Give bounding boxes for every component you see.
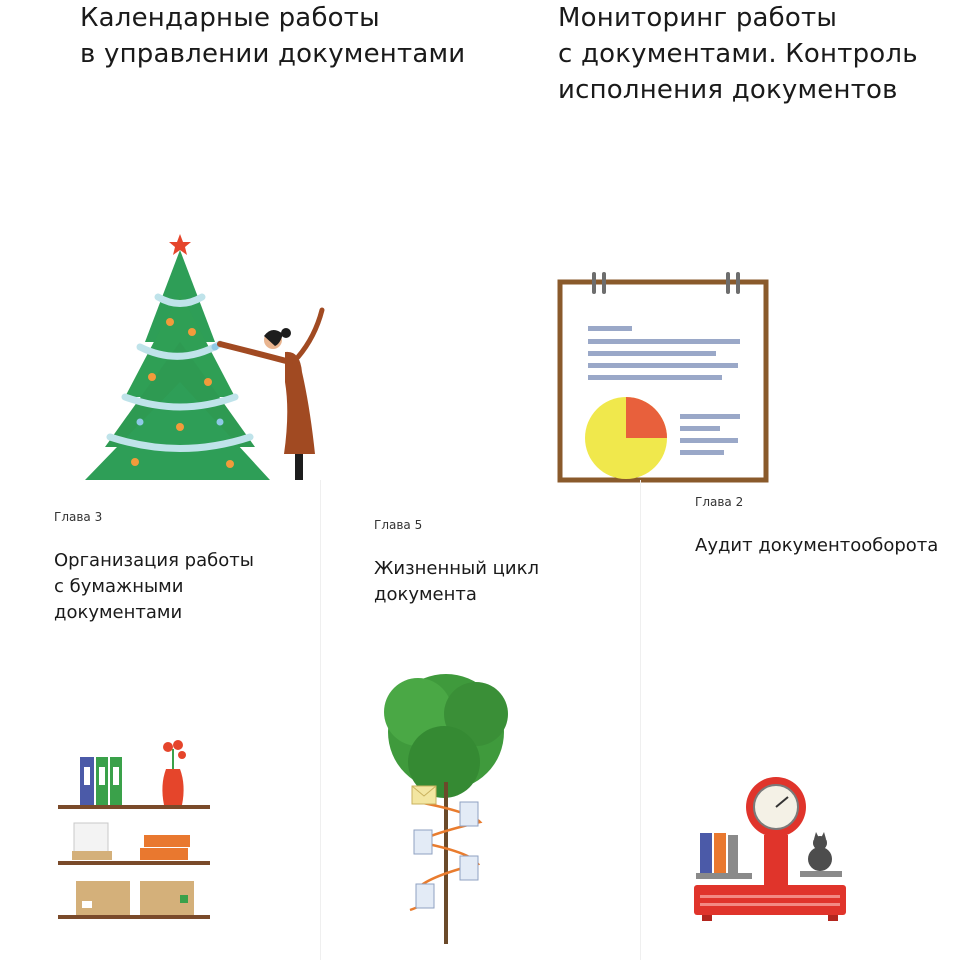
flower <box>163 742 173 752</box>
monitoring-board-illustration <box>556 272 776 482</box>
column-divider <box>640 480 641 960</box>
title-line: в управлении документами <box>80 39 466 69</box>
title-line: с документами. Контроль <box>558 39 918 69</box>
chapter-card-5[interactable] <box>374 518 539 608</box>
woman-leg <box>295 454 303 480</box>
document-icon <box>416 884 434 908</box>
text-line <box>588 351 716 356</box>
scale-platform <box>696 873 752 879</box>
box-label <box>82 901 92 908</box>
scale-platform <box>800 871 842 877</box>
scale-stripe <box>700 903 840 906</box>
text-line <box>680 450 724 455</box>
document-icon <box>460 856 478 880</box>
scale-base <box>694 885 846 915</box>
woman-hair-bun <box>281 328 291 338</box>
christmas-tree-illustration <box>80 232 340 482</box>
document-icon <box>414 830 432 854</box>
text-line <box>588 326 632 331</box>
title-line: исполнения документов <box>558 75 898 105</box>
chapter-card-2[interactable] <box>695 495 938 559</box>
text-line <box>680 438 738 443</box>
board-ring <box>726 272 730 294</box>
ornament <box>204 378 212 386</box>
tray <box>72 851 112 860</box>
scales-illustration <box>694 775 854 925</box>
ornament <box>137 419 144 426</box>
shelf <box>58 805 210 809</box>
binder <box>714 833 726 873</box>
chapter-label: Глава 3 <box>54 510 103 524</box>
binder-label <box>84 767 90 785</box>
file-box <box>140 848 188 860</box>
vase <box>162 769 183 805</box>
chapter-title <box>695 533 938 559</box>
woman-arm <box>220 344 290 362</box>
title-line: с бумажными <box>54 576 184 597</box>
section-title-monitoring <box>558 0 918 108</box>
text-line <box>588 363 738 368</box>
column-divider <box>320 480 321 960</box>
shelf <box>58 861 210 865</box>
ornament <box>226 460 234 468</box>
text-line <box>588 339 740 344</box>
binder <box>700 833 712 873</box>
binder-label <box>113 767 119 785</box>
binder-label <box>99 767 105 785</box>
title-line: Аудит документооборота <box>695 535 939 556</box>
section-title-calendar <box>80 0 465 72</box>
chapter-title <box>374 556 539 608</box>
text-line <box>588 375 722 380</box>
cat-ear <box>821 832 826 839</box>
cat-ear <box>814 832 819 839</box>
chapter-label: Глава 2 <box>695 495 744 509</box>
file-box <box>144 835 190 847</box>
title-line: документа <box>374 584 477 605</box>
woman-arm <box>298 310 322 357</box>
ornament <box>166 318 174 326</box>
cardboard-box <box>76 881 130 915</box>
tree-trunk <box>444 782 448 944</box>
text-line <box>680 414 740 419</box>
scale-foot <box>828 915 838 921</box>
title-line: Организация работы <box>54 550 254 571</box>
title-line: Мониторинг работы <box>558 3 838 33</box>
chapter-label: Глава 5 <box>374 518 423 532</box>
binder <box>728 835 738 873</box>
title-line: документами <box>54 602 183 623</box>
scale-foot <box>702 915 712 921</box>
ornament <box>148 373 156 381</box>
board-ring <box>602 272 606 294</box>
woman-dress <box>284 352 315 454</box>
chapter-card-3[interactable] <box>54 510 254 626</box>
scale-stripe <box>700 895 840 898</box>
chapter-title <box>54 548 254 626</box>
box-sticker <box>180 895 188 903</box>
document-icon <box>460 802 478 826</box>
ornament <box>217 419 224 426</box>
ornament <box>188 328 196 336</box>
shelves-illustration <box>56 735 216 925</box>
board-ring <box>592 272 596 294</box>
document-tree-illustration <box>370 662 530 947</box>
text-line <box>680 426 720 431</box>
ornament <box>176 423 184 431</box>
ornament <box>131 458 139 466</box>
cat-icon <box>808 847 832 871</box>
board-ring <box>736 272 740 294</box>
shelf <box>58 915 210 919</box>
title-line: Жизненный цикл <box>374 558 539 579</box>
flower <box>173 740 183 750</box>
flower <box>178 751 186 759</box>
scale-column <box>764 835 788 887</box>
title-line: Календарные работы <box>80 3 380 33</box>
